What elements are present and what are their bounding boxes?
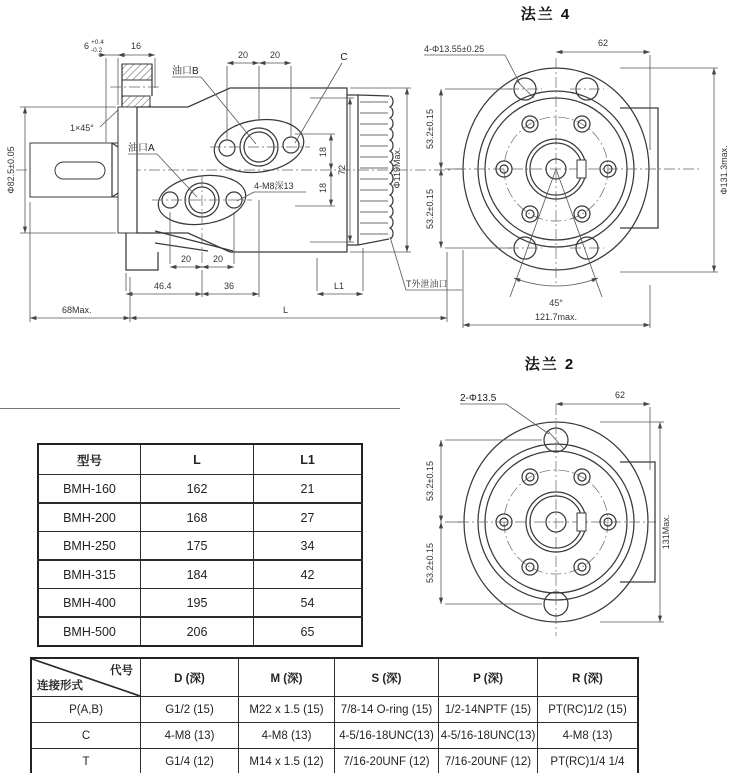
top-dim-20-left: 20 xyxy=(238,50,249,60)
L1-cell: 21 xyxy=(254,475,363,504)
flange4-angle: 45° xyxy=(549,298,563,308)
L1-cell: 34 xyxy=(254,532,363,561)
flange4-dim-62: 62 xyxy=(598,38,609,48)
flange2-dim-53-upper: 53.2±0.15 xyxy=(425,461,435,501)
D-col-header: D (深) xyxy=(141,658,239,697)
table-header-row xyxy=(31,658,638,697)
table-row xyxy=(38,589,362,618)
flange2-height-max: 131Max. xyxy=(661,514,671,550)
model-cell: BMH-160 xyxy=(38,475,141,504)
thread-callout: 4-M8深13 xyxy=(254,181,294,191)
dim-6-label: 6 xyxy=(84,41,90,51)
P-cell: 1/2-14NPTF (15) xyxy=(439,697,538,723)
oil-port-a-label: 油口A xyxy=(128,143,155,154)
flange-section-hatch xyxy=(122,64,152,80)
flange2-view xyxy=(425,355,671,636)
dim-68: 68Max. xyxy=(62,305,92,315)
flange4-title: 法兰 4 xyxy=(520,6,572,23)
table-header-row xyxy=(38,444,362,475)
S-cell: 4-5/16-18UNC(13) xyxy=(335,723,439,749)
corner-label-code: 代号 xyxy=(110,665,133,677)
oil-port-b-label: 油口B xyxy=(172,66,199,77)
connection-cell: T xyxy=(31,749,141,773)
L-cell: 168 xyxy=(141,503,254,532)
M-cell: M14 x 1.5 (12) xyxy=(239,749,335,773)
flange2-title: 法兰 2 xyxy=(524,356,576,373)
flange4-view xyxy=(424,5,729,328)
connection-cell: C xyxy=(31,723,141,749)
flange2-keyway xyxy=(577,513,586,531)
dim-18-upper: 18 xyxy=(318,146,328,158)
L-cell: 195 xyxy=(141,589,254,618)
L1-cell: 42 xyxy=(254,560,363,589)
dim-L1: L1 xyxy=(334,281,345,291)
table-row xyxy=(38,617,362,646)
flange4-width-max: 121.7max. xyxy=(534,312,578,322)
port-connection-table xyxy=(30,657,639,773)
table-row xyxy=(38,532,362,561)
flange4-dia-outer: Φ131.3max. xyxy=(719,145,729,195)
oil-port-a-boss xyxy=(152,170,252,268)
bottom-dim-20-right: 20 xyxy=(213,254,224,264)
D-cell: G1/4 (12) xyxy=(141,749,239,773)
S-cell: 7/8-14 O-ring (15) xyxy=(335,697,439,723)
table-row xyxy=(38,503,362,532)
table-row xyxy=(31,723,638,749)
R-cell: PT(RC)1/4 1/4 xyxy=(538,749,639,773)
flange4-hole-callout: 4-Φ13.55±0.25 xyxy=(424,44,485,54)
L-col-header: L xyxy=(141,444,254,475)
R-cell: 4-M8 (13) xyxy=(538,723,639,749)
model-cell: BMH-500 xyxy=(38,617,141,646)
dim-L: L xyxy=(283,305,289,315)
shaft-keyway xyxy=(55,162,105,179)
dim-36: 36 xyxy=(224,281,235,291)
P-cell: 4-5/16-18UNC(13) xyxy=(439,723,538,749)
model-cell: BMH-200 xyxy=(38,503,141,532)
model-col-header: 型号 xyxy=(38,444,141,475)
L-cell: 184 xyxy=(141,560,254,589)
body-dia-label: Φ119Max. xyxy=(392,147,402,189)
bottom-dim-20-left: 20 xyxy=(181,254,192,264)
dim-6-tol-minus: -0.2 xyxy=(91,47,103,54)
flange-section-hatch xyxy=(122,96,150,107)
L1-cell: 65 xyxy=(254,617,363,646)
L1-cell: 27 xyxy=(254,503,363,532)
M-cell: 4-M8 (13) xyxy=(239,723,335,749)
P-col-header: P (深) xyxy=(439,658,538,697)
chamfer-note: 1×45° xyxy=(70,123,94,133)
flange4-keyway xyxy=(577,160,586,178)
drain-port-label: T外泄油口 xyxy=(406,279,448,289)
corner-label-connection: 连接形式 xyxy=(37,680,83,692)
S-cell: 7/16-20UNF (12) xyxy=(335,749,439,773)
R-cell: PT(RC)1/2 (15) xyxy=(538,697,639,723)
P-cell: 7/16-20UNF (12) xyxy=(439,749,538,773)
flange2-dim-53-lower: 53.2±0.15 xyxy=(425,543,435,583)
R-col-header: R (深) xyxy=(538,658,639,697)
motor-side-view xyxy=(6,39,462,322)
shaft-dia-label: Φ82.5±0.05 xyxy=(6,146,16,194)
dim-18-lower: 18 xyxy=(318,182,328,194)
dim-72: 72 xyxy=(337,164,347,176)
flange4-dim-53-lower: 53.2±0.15 xyxy=(425,189,435,229)
table-row xyxy=(38,475,362,504)
body-bracket xyxy=(126,233,158,270)
L-cell: 162 xyxy=(141,475,254,504)
diagonal-header-cell xyxy=(31,658,141,697)
mounting-flange xyxy=(118,107,137,233)
model-cell: BMH-315 xyxy=(38,560,141,589)
model-cell: BMH-250 xyxy=(38,532,141,561)
D-cell: G1/2 (15) xyxy=(141,697,239,723)
flange4-dim-53-upper: 53.2±0.15 xyxy=(425,109,435,149)
S-col-header: S (深) xyxy=(335,658,439,697)
dim-6-tol-plus: +0.4 xyxy=(91,39,104,46)
L-cell: 206 xyxy=(141,617,254,646)
table-row xyxy=(31,697,638,723)
table-row xyxy=(31,749,638,773)
connection-cell: P(A,B) xyxy=(31,697,141,723)
model-dimension-table xyxy=(37,443,363,647)
L1-cell: 54 xyxy=(254,589,363,618)
M-cell: M22 x 1.5 (15) xyxy=(239,697,335,723)
dim-46-4: 46.4 xyxy=(154,281,172,291)
dim-16-label: 16 xyxy=(131,41,142,51)
D-cell: 4-M8 (13) xyxy=(141,723,239,749)
M-col-header: M (深) xyxy=(239,658,335,697)
L-cell: 175 xyxy=(141,532,254,561)
table-row xyxy=(38,560,362,589)
flange2-hole-callout: 2-Φ13.5 xyxy=(460,393,497,404)
oil-port-b-boss xyxy=(210,114,310,178)
section-divider xyxy=(0,408,400,409)
model-cell: BMH-400 xyxy=(38,589,141,618)
flange2-dim-62: 62 xyxy=(615,390,626,400)
top-dim-20-right: 20 xyxy=(270,50,281,60)
L1-col-header: L1 xyxy=(254,444,363,475)
c-callout: C xyxy=(340,52,348,63)
